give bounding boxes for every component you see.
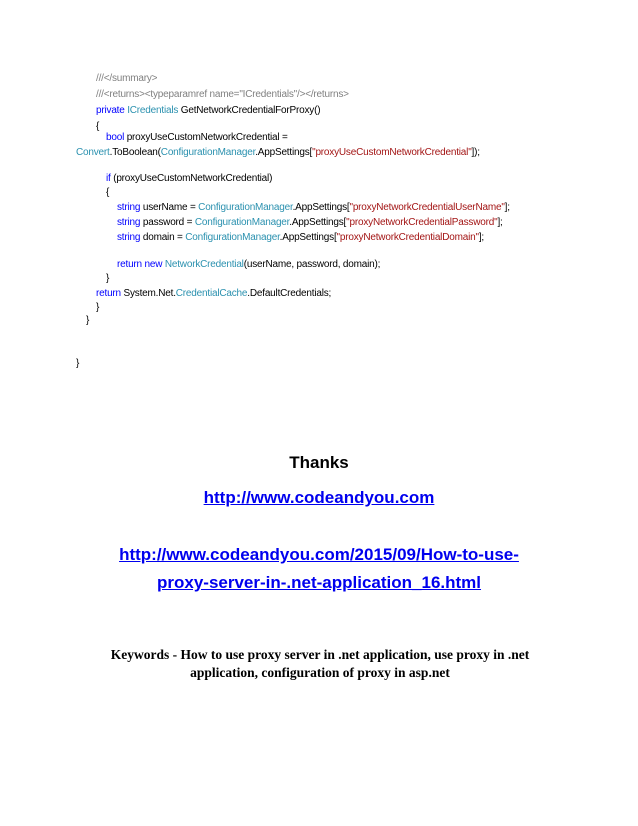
code-string: "proxyNetworkCredentialDomain" xyxy=(336,232,479,243)
code-password-line xyxy=(117,216,503,230)
code-type: ICredentials xyxy=(127,105,181,116)
code-type: ConfigurationManager xyxy=(198,202,293,213)
code-brace: } xyxy=(96,302,100,313)
code-text: ]; xyxy=(497,217,503,228)
article-link[interactable] xyxy=(0,541,638,597)
code-text: ]; xyxy=(478,232,484,243)
code-text: .AppSettings[ xyxy=(289,217,347,228)
thanks-heading: Thanks xyxy=(289,453,349,472)
code-text: GetNetworkCredentialForProxy() xyxy=(180,105,321,116)
code-text: .AppSettings[ xyxy=(292,202,350,213)
code-text: .AppSettings[ xyxy=(255,147,313,158)
code-keyword: private xyxy=(96,105,128,116)
keywords-paragraph xyxy=(60,646,580,682)
code-return-default-line xyxy=(96,287,331,301)
code-keyword: string xyxy=(117,232,143,243)
code-text: domain = xyxy=(142,232,186,243)
code-type: ConfigurationManager xyxy=(160,147,256,158)
code-domain-line xyxy=(117,231,484,245)
code-text: password = xyxy=(142,217,195,228)
article-link-line2[interactable]: proxy-server-in-.net-application_16.html xyxy=(156,573,482,592)
code-type: ConfigurationManager xyxy=(185,232,280,243)
code-return-new-line xyxy=(117,258,380,272)
code-string: "proxyUseCustomNetworkCredential" xyxy=(312,147,472,158)
code-type: CredentialCache xyxy=(175,288,248,299)
code-type: ConfigurationManager xyxy=(194,217,290,228)
code-keyword: bool xyxy=(106,132,127,143)
code-text: .DefaultCredentials; xyxy=(247,288,332,299)
code-type: NetworkCredential xyxy=(164,259,244,270)
code-type: Convert xyxy=(76,147,110,158)
code-brace: } xyxy=(86,315,90,326)
site-link[interactable]: http://www.codeandyou.com xyxy=(203,488,435,507)
code-brace: } xyxy=(106,273,110,284)
code-comment-summary-end: ///</summary> xyxy=(96,73,158,84)
code-bool-declaration xyxy=(106,131,288,145)
code-keyword: if xyxy=(106,173,114,184)
code-text: userName = xyxy=(142,202,199,213)
code-string: "proxyNetworkCredentialPassword" xyxy=(346,217,498,228)
code-method-signature xyxy=(96,104,320,118)
code-text: .ToBoolean( xyxy=(109,147,161,158)
code-keyword: return xyxy=(117,259,145,270)
code-brace: { xyxy=(96,121,100,132)
code-text: System.Net. xyxy=(123,288,176,299)
keywords-line1: Keywords - How to use proxy server in .net application, use proxy in .net xyxy=(110,647,530,662)
code-keyword: string xyxy=(117,217,143,228)
code-if-statement xyxy=(106,172,272,186)
code-text: (userName, password, domain); xyxy=(243,259,381,270)
code-brace: { xyxy=(106,187,110,198)
code-text: ]); xyxy=(471,147,480,158)
article-link-line1[interactable]: http://www.codeandyou.com/2015/09/How-to-use- xyxy=(119,545,519,564)
code-string: "proxyNetworkCredentialUserName" xyxy=(349,202,505,213)
code-keyword: string xyxy=(117,202,143,213)
code-keyword: new xyxy=(144,259,165,270)
code-comment-returns: ///<returns><typeparamref name="ICredentials"/></returns> xyxy=(96,89,349,100)
code-text: ]; xyxy=(504,202,510,213)
code-convert-line xyxy=(76,146,480,160)
keywords-line2: application, configuration of proxy in asp.net xyxy=(190,665,450,680)
code-text: (proxyUseCustomNetworkCredential) xyxy=(113,173,273,184)
code-text: .AppSettings[ xyxy=(279,232,337,243)
code-brace: } xyxy=(76,358,80,369)
code-text: proxyUseCustomNetworkCredential = xyxy=(126,132,288,143)
code-keyword: return xyxy=(96,288,124,299)
code-username-line xyxy=(117,201,510,215)
